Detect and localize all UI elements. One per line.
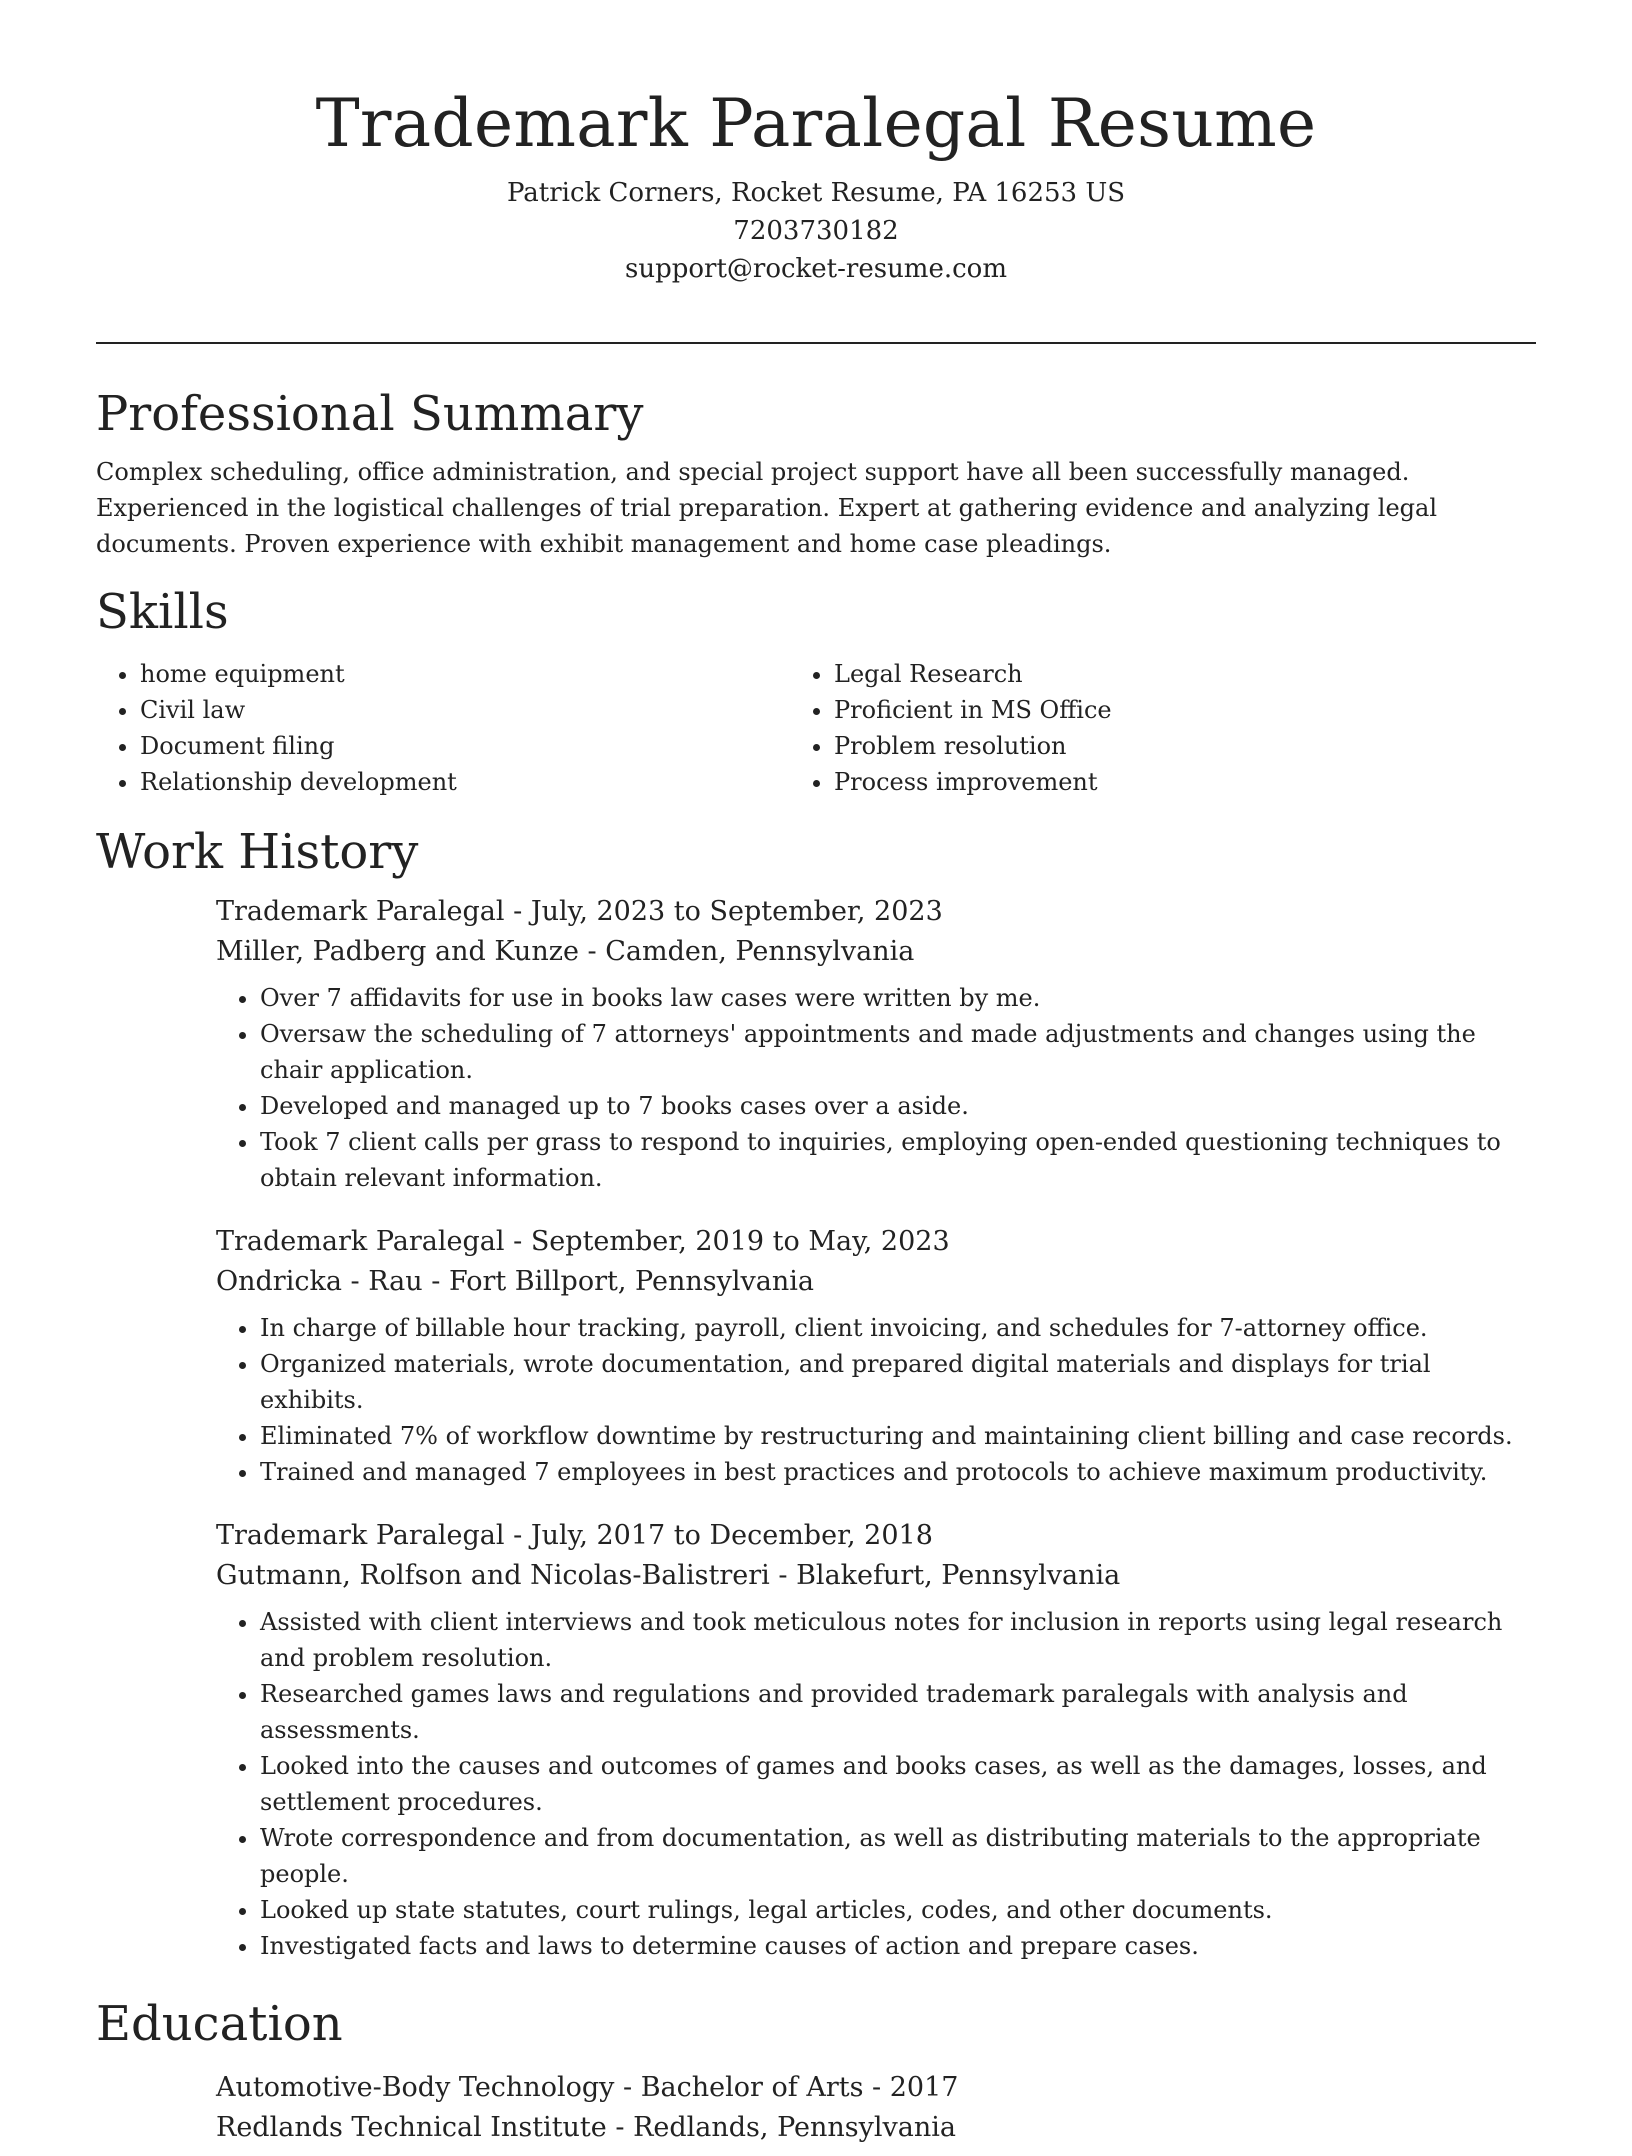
- job-company: Ondricka - Rau: [216, 1266, 423, 1297]
- education-field: Automotive-Body Technology: [216, 2072, 615, 2103]
- resume-content: [96, 380, 1536, 2156]
- education-year: 2017: [889, 2072, 959, 2103]
- job-company: Miller, Padberg and Kunze: [216, 936, 579, 967]
- job-company: Gutmann, Rolfson and Nicolas-Balistreri: [216, 1560, 770, 1591]
- separator: -: [504, 1226, 531, 1257]
- education-heading: Education: [96, 1996, 343, 2052]
- job-location: Camden, Pennsylvania: [605, 936, 915, 967]
- separator: -: [422, 1266, 449, 1297]
- separator: -: [769, 1560, 797, 1591]
- job-bullet: • Researched games laws and regulations and provided trademark paralegals with analysis and assessments.: [260, 1676, 1536, 1748]
- job-bullet: • Trained and managed 7 employees in best practices and protocols to achieve maximum productivity.: [260, 1454, 1536, 1490]
- skills-column-right: [790, 656, 1484, 800]
- job-bullet: • In charge of billable hour tracking, payroll, client invoicing, and schedules for 7-attorney office.: [260, 1310, 1536, 1346]
- education-degree-line: [216, 2068, 1536, 2108]
- work-history-heading: Work History: [96, 824, 419, 880]
- job-title: Trademark Paralegal: [216, 896, 505, 927]
- skill-item: • Legal Research: [834, 656, 1484, 692]
- education-school: Redlands Technical Institute: [216, 2112, 607, 2143]
- job-bullet: • Investigated facts and laws to determine causes of action and prepare cases.: [260, 1928, 1536, 1964]
- skills-heading: Skills: [96, 584, 229, 640]
- job-dates: September, 2019 to May, 2023: [530, 1226, 950, 1257]
- job-bullet: • Over 7 affidavits for use in books law cases were written by me.: [260, 980, 1536, 1016]
- separator: -: [504, 896, 531, 927]
- separator: -: [504, 1520, 531, 1551]
- separator: -: [578, 936, 606, 967]
- summary-text: Complex scheduling, office administration, and special project support have all been successfully managed. Experienced in the logistical challenges of trial preparation. Expert at gathering evidence and analyzing legal documents. Proven experience with exhibit management and home case pleadings.: [96, 458, 1438, 558]
- job-bullet: • Assisted with client interviews and took meticulous notes for inclusion in reports using legal research and problem resolution.: [260, 1604, 1536, 1676]
- skill-item: • Relationship development: [140, 764, 790, 800]
- job-company-line: [216, 932, 1536, 972]
- resume-header: [0, 84, 1632, 288]
- separator: -: [863, 2072, 890, 2103]
- contact-phone: 7203730182: [733, 216, 899, 246]
- job-bullet: • Eliminated 7% of workflow downtime by restructuring and maintaining client billing and case records.: [260, 1418, 1536, 1454]
- job-bullet: • Took 7 client calls per grass to respond to inquiries, employing open-ended questioning techniques to obtain relevant information.: [260, 1124, 1536, 1196]
- education-degree: Bachelor of Arts: [640, 2072, 864, 2103]
- job-entry: [216, 1222, 1536, 1490]
- job-dates: July, 2023 to September, 2023: [530, 896, 943, 927]
- job-bullet: • Looked up state statutes, court rulings, legal articles, codes, and other documents.: [260, 1892, 1536, 1928]
- job-bullet: • Organized materials, wrote documentation, and prepared digital materials and displays for trial exhibits.: [260, 1346, 1536, 1418]
- job-bullet: • Looked into the causes and outcomes of games and books cases, as well as the damages, losses, and settlement procedures.: [260, 1748, 1536, 1820]
- education-entry: [216, 2068, 1536, 2148]
- header-divider: [96, 342, 1536, 344]
- job-bullets: [216, 980, 1536, 1196]
- education-location: Redlands, Pennsylvania: [633, 2112, 957, 2143]
- education-school-line: [216, 2108, 1536, 2148]
- separator: -: [606, 2112, 634, 2143]
- job-bullets: [216, 1604, 1536, 1964]
- job-title-line: [216, 1516, 1536, 1556]
- separator: -: [614, 2072, 641, 2103]
- job-title-line: [216, 892, 1536, 932]
- skills-list: [96, 656, 1536, 800]
- job-bullet: • Oversaw the scheduling of 7 attorneys' appointments and made adjustments and changes using the chair application.: [260, 1016, 1536, 1088]
- job-location: Blakefurt, Pennsylvania: [796, 1560, 1121, 1591]
- contact-address: Patrick Corners, Rocket Resume, PA 16253 US: [506, 178, 1126, 208]
- job-bullets: [216, 1310, 1536, 1490]
- job-bullet: • Developed and managed up to 7 books cases over a aside.: [260, 1088, 1536, 1124]
- job-title: Trademark Paralegal: [216, 1520, 505, 1551]
- skills-column-left: [96, 656, 790, 800]
- skill-item: • Process improvement: [834, 764, 1484, 800]
- job-dates: July, 2017 to December, 2018: [530, 1520, 933, 1551]
- skill-item: • home equipment: [140, 656, 790, 692]
- job-bullet: • Wrote correspondence and from documentation, as well as distributing materials to the appropriate people.: [260, 1820, 1536, 1892]
- job-company-line: [216, 1556, 1536, 1596]
- job-entry: [216, 892, 1536, 1196]
- job-company-line: [216, 1262, 1536, 1302]
- job-location: Fort Billport, Pennsylvania: [448, 1266, 814, 1297]
- summary-heading: Professional Summary: [96, 386, 644, 442]
- skill-item: • Problem resolution: [834, 728, 1484, 764]
- skill-item: • Proficient in MS Office: [834, 692, 1484, 728]
- job-entry: [216, 1516, 1536, 1964]
- skill-item: • Civil law: [140, 692, 790, 728]
- job-title: Trademark Paralegal: [216, 1226, 505, 1257]
- page-title: Trademark Paralegal Resume: [315, 85, 1317, 162]
- contact-email: support@rocket-resume.com: [624, 254, 1007, 284]
- job-title-line: [216, 1222, 1536, 1262]
- skill-item: • Document filing: [140, 728, 790, 764]
